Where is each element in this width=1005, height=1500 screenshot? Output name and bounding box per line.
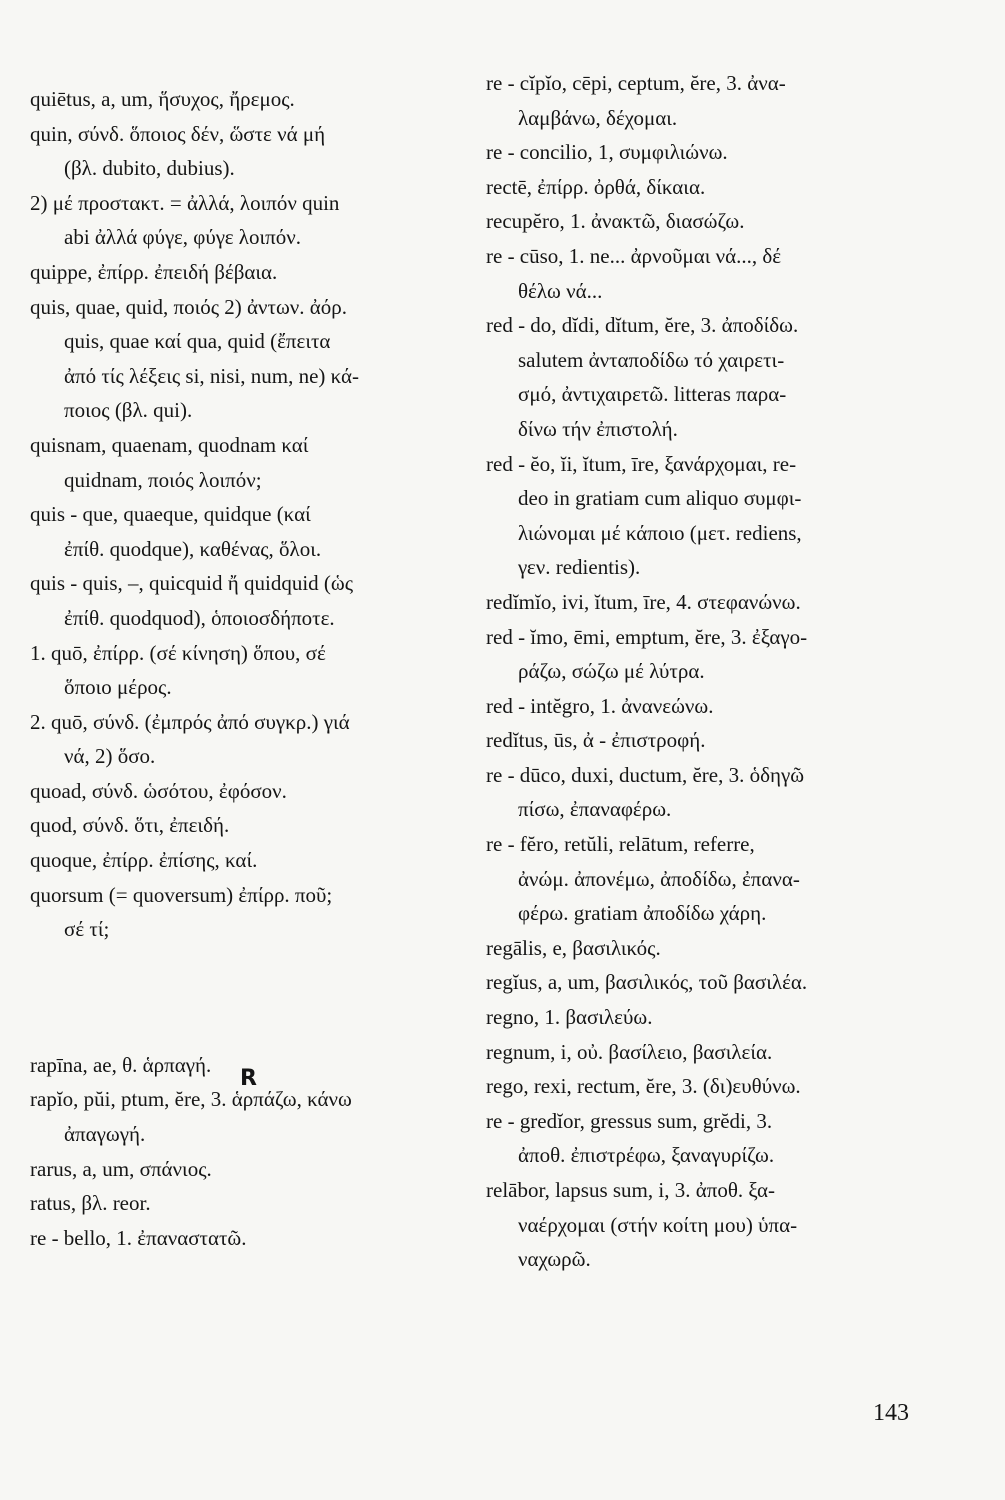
right-column-entries [486, 66, 956, 1277]
entry-line: quis - quis, –, quicquid ἤ quidquid (ὡς [30, 571, 354, 596]
entry-line: relābor, lapsus sum, i, 3. ἀποθ. ξα- [486, 1178, 775, 1202]
entry-line: quippe, ἐπίρρ. ἐπειδή βέβαια. [30, 259, 278, 284]
entry-line: δίνω τήν ἐπιστολή. [518, 416, 678, 441]
entry-line: redĭtus, ūs, ἀ - ἐπιστροφή. [486, 728, 706, 753]
entry-line: rego, rexi, rectum, ĕre, 3. (δι)ευθύνω. [486, 1074, 801, 1099]
entry-line: νά, 2) ὅσο. [64, 744, 156, 769]
entry-line: 1. quō, ἐπίρρ. (σέ κίνηση) ὅπου, σέ [30, 640, 326, 665]
entry-line: re - dūco, duxi, ductum, ĕre, 3. ὁδηγῶ [486, 762, 805, 787]
entry-line: abi ἀλλά φύγε, φύγε λοιπόν. [64, 225, 301, 250]
entry-line: ἐπίθ. quodque), καθένας, ὅλοι. [64, 536, 322, 561]
entry-line: regālis, e, βασιλικός. [486, 935, 661, 960]
entry-line: redĭmĭo, ivi, ĭtum, īre, 4. στεφανώνω. [486, 589, 801, 614]
entry-line: rapĭo, pŭi, ptum, ĕre, 3. ἁρπάζω, κάνω [30, 1087, 352, 1112]
entry-line: re - cūso, 1. ne... ἀρνοῦμαι νά..., δέ [486, 243, 782, 268]
entry-line: re - cĭpĭo, cēpi, ceptum, ĕre, 3. ἀνα- [486, 71, 786, 95]
entry-line: ἀπαγωγή. [64, 1122, 146, 1147]
entry-line: quidnam, ποιός λοιπόν; [64, 467, 262, 492]
entry-line: ἀποθ. ἐπιστρέφω, ξαναγυρίζω. [518, 1143, 775, 1168]
entry-line: recupĕro, 1. ἀνακτῶ, διασώζω. [486, 209, 745, 234]
entry-line: re - concilio, 1, συμφιλιώνω. [486, 140, 728, 165]
entry-line: rectē, ἐπίρρ. ὀρθά, δίκαια. [486, 174, 706, 199]
entry-line: quod, σύνδ. ὅτι, ἐπειδή. [30, 813, 230, 838]
page-number: 143 [873, 1400, 909, 1426]
entry-line: re - bello, 1. ἐπαναστατῶ. [30, 1225, 247, 1250]
entry-line: λαμβάνω, δέχομαι. [518, 105, 678, 130]
entry-line: (βλ. dubito, dubius). [64, 156, 235, 181]
entry-line: quis, quae, quid, ποιός 2) ἀντων. ἀόρ. [30, 294, 348, 319]
entry-line: γεν. redientis). [518, 555, 641, 580]
entry-line: red - ĕo, ĭi, ĭtum, īre, ξανάρχομαι, re- [486, 451, 797, 476]
entry-line: red - intĕgro, 1. ἀνανεώνω. [486, 693, 714, 718]
entry-line: ναέρχομαι (στήν κοίτη μου) ὑπα- [518, 1212, 798, 1237]
entry-line: re - gredĭor, gressus sum, grĕdi, 3. [486, 1108, 773, 1133]
entry-line: rarus, a, um, σπάνιος. [30, 1156, 212, 1181]
entry-line: ράζω, σώζω μέ λύτρα. [518, 659, 705, 684]
entry-line: quis - que, quaeque, quidque (καί [30, 502, 311, 527]
left-column-entries-q [30, 82, 460, 947]
entry-line: 2) μέ προστακτ. = ἀλλά, λοιπόν quin [30, 190, 340, 215]
entry-line: φέρω. gratiam ἀποδίδω χάρη. [518, 901, 767, 926]
entry-line: πίσω, ἐπαναφέρω. [518, 797, 672, 822]
entry-line: deo in gratiam cum aliquo συμφι- [518, 486, 802, 511]
entry-line: rapīna, ae, θ. ἁρπαγή. [30, 1052, 212, 1077]
entry-line: ποιος (βλ. qui). [64, 398, 193, 423]
entry-line: red - do, dĭdi, dĭtum, ĕre, 3. ἀποδίδω. [486, 313, 799, 338]
entry-line: σέ τί; [64, 917, 110, 942]
entry-line: quiētus, a, um, ἥσυχος, ἤρεμος. [30, 87, 295, 111]
entry-line: 2. quō, σύνδ. (ἐμπρός ἀπό συγκρ.) γιά [30, 709, 350, 734]
entry-line: θέλω νά... [518, 278, 603, 303]
entry-line: regnum, i, οὐ. βασίλειο, βασιλεία. [486, 1039, 773, 1064]
entry-line: ἀπό τίς λέξεις si, nisi, num, ne) κά- [64, 363, 360, 388]
entry-line: quorsum (= quoversum) ἐπίρρ. ποῦ; [30, 882, 333, 907]
entry-line: λιώνομαι μέ κάποιο (μετ. rediens, [518, 520, 802, 545]
entry-line: ἀνώμ. ἀπονέμω, ἀποδίδω, ἐπανα- [518, 866, 800, 891]
section-letter: R [240, 1066, 257, 1091]
entry-line: quoque, ἐπίρρ. ἐπίσης, καί. [30, 848, 258, 873]
entry-line: salutem ἀνταποδίδω τό χαιρετι- [518, 347, 785, 372]
entry-line: red - ĭmo, ēmi, emptum, ĕre, 3. ἐξαγο- [486, 624, 808, 649]
entry-line: quisnam, quaenam, quodnam καί [30, 432, 309, 457]
entry-line: re - fĕro, retŭli, relātum, referre, [486, 832, 755, 857]
entry-line: regĭus, a, um, βασιλικός, τοῦ βασιλέα. [486, 970, 808, 995]
entry-line: ὅποιο μέρος. [64, 675, 172, 700]
entry-line: quoad, σύνδ. ὡσότου, ἐφόσον. [30, 778, 287, 803]
entry-line: ναχωρῶ. [518, 1247, 591, 1272]
entry-line: ratus, βλ. reor. [30, 1191, 151, 1216]
entry-line: regno, 1. βασιλεύω. [486, 1005, 653, 1030]
entry-line: ἐπίθ. quodquod), ὁποιοσδήποτε. [64, 605, 335, 630]
entry-line: σμό, ἀντιχαιρετῶ. litteras παρα- [518, 382, 787, 407]
entry-line: quin, σύνδ. ὅποιος δέν, ὥστε νά μή [30, 121, 326, 146]
right-column [486, 66, 956, 1277]
entry-line: quis, quae καί qua, quid (ἔπειτα [64, 329, 331, 354]
